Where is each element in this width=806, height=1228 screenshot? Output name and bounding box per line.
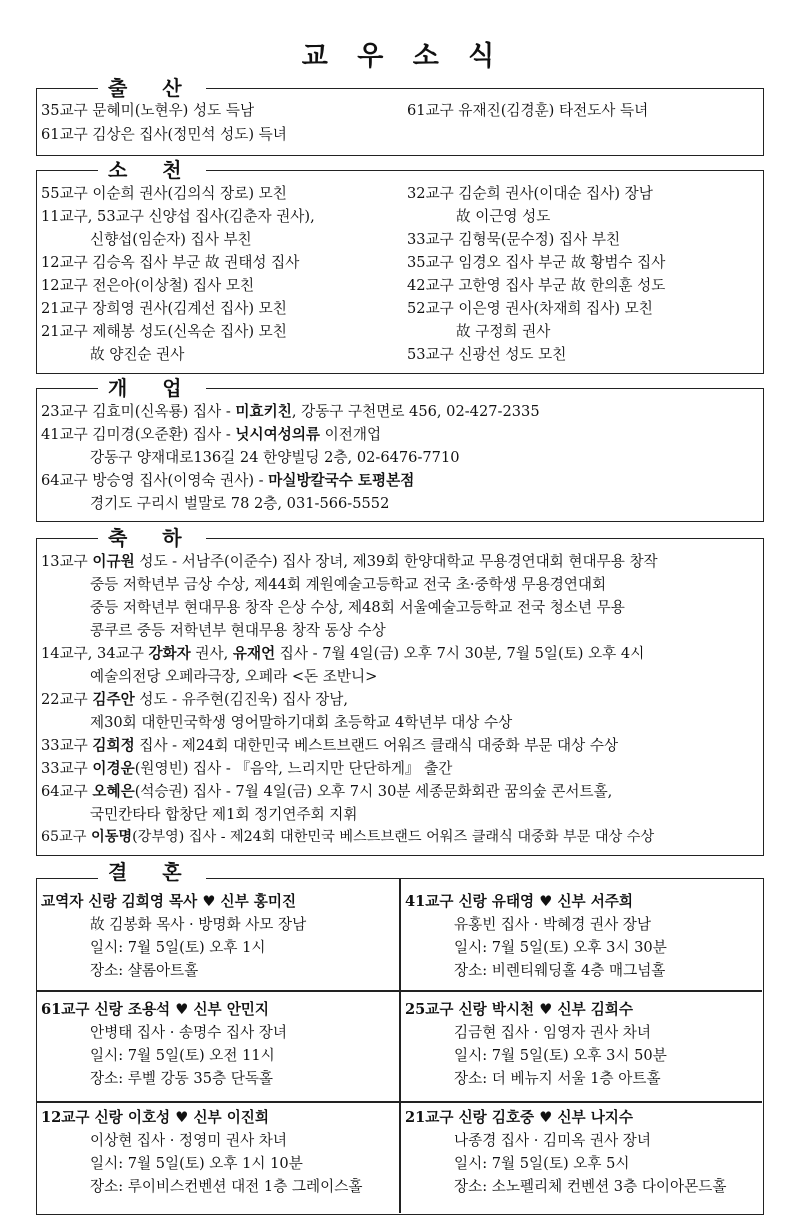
passing-item: 12교구 김승옥 집사 부군 故 권태성 집사: [41, 254, 300, 271]
congrats-item: 13교구 이규원 성도 - 서남주(이준수) 집사 장녀, 제39회 한양대학교 무용경연대회 현대무용 창작: [41, 553, 658, 570]
passing-item: 12교구 전은아(이상철) 집사 모친: [41, 277, 255, 294]
congrats-heading: 축 하: [98, 526, 206, 550]
congrats-item: 33교구 김희정 집사 - 제24회 대한민국 베스트브랜드 어워즈 클래식 대중화 부문 대상 수상: [41, 737, 619, 754]
congrats-item: 64교구 오혜은(석승권) 집사 - 7월 4일(금) 오후 7시 30분 세종문화회관 꿈의숲 콘서트홀,: [41, 783, 613, 800]
birth-item: 61교구 김상은 집사(정민석 성도) 득녀: [41, 126, 287, 143]
wedding-card: 25교구 신랑 박시천 ♥ 신부 김희수 김금현 집사 · 임영자 권사 차녀 일시: 7월 5일(토) 오후 3시 50분 장소: 더 베뉴지 서울 1층 아트홀: [405, 1001, 667, 1087]
opening-item: 41교구 김미경(오준환) 집사 - 닛시여성의류 이전개업: [41, 426, 382, 443]
wedding-card: 12교구 신랑 이호성 ♥ 신부 이진희 이상현 집사 · 정영미 권사 차녀 일시: 7월 5일(토) 오후 1시 10분 장소: 루이비스컨벤션 대전 1층 그레이스홀: [41, 1109, 363, 1195]
passing-item: 53교구 신광선 성도 모친: [407, 346, 567, 363]
birth-section: [36, 76, 764, 158]
heart-icon: ♥: [539, 1109, 553, 1126]
page-title: 교 우 소 식: [301, 41, 505, 72]
congrats-item: 33교구 이경운(원영빈) 집사 - 『음악, 느리지만 단단하게』 출간: [41, 760, 453, 777]
wedding-card: 21교구 신랑 김호중 ♥ 신부 나지수 나종경 집사 · 김미옥 권사 장녀 일시: 7월 5일(토) 오후 5시 장소: 소노펠리체 컨벤션 3층 다이아몬드홀: [405, 1109, 727, 1195]
passing-item: 故 구정희 권사: [456, 323, 551, 340]
heart-icon: ♥: [202, 893, 216, 910]
opening-heading: 개 업: [98, 376, 206, 400]
passing-item: 11교구, 53교구 신양섭 집사(김춘자 권사),: [41, 208, 315, 225]
congrats-item: 제30회 대한민국학생 영어말하기대회 초등학교 4학년부 대상 수상: [90, 714, 513, 731]
passing-item: 33교구 김형묵(문수정) 집사 부친: [407, 231, 621, 248]
heart-icon: ♥: [539, 1001, 553, 1018]
opening-item: 강동구 양재대로136길 24 한양빌딩 2층, 02-6476-7710: [90, 449, 460, 466]
opening-item: 경기도 구리시 벌말로 78 2층, 031-566-5552: [90, 495, 390, 512]
congrats-item: 22교구 김주안 성도 - 유주현(김진욱) 집사 장남,: [41, 691, 349, 708]
passing-item: 35교구 임경오 집사 부군 故 황범수 집사: [407, 254, 666, 271]
congrats-item: 중등 저학년부 금상 수상, 제44회 계원예술고등학교 전국 초·중학생 무용경연대회: [90, 576, 607, 593]
congrats-item: 14교구, 34교구 강화자 권사, 유재언 집사 - 7월 4일(금) 오후 7시 30분, 7월 5일(토) 오후 4시: [41, 645, 645, 662]
congrats-item: 국민칸타타 합창단 제1회 정기연주회 지휘: [90, 806, 358, 823]
passing-item: 신향섭(임순자) 집사 부친: [90, 231, 252, 248]
wedding-card: 교역자 신랑 김희영 목사 ♥ 신부 홍미진 故 김봉화 목사 · 방명화 사모 장남 일시: 7월 5일(토) 오후 1시 장소: 샬롬아트홀: [41, 893, 307, 979]
passing-item: 21교구 장희영 권사(김계선 집사) 모친: [41, 300, 287, 317]
passing-item: 故 이근영 성도: [456, 208, 551, 225]
wedding-heading: 결 혼: [98, 860, 206, 884]
birth-item: 61교구 유재진(김경훈) 타전도사 득녀: [407, 102, 649, 119]
passing-item: 32교구 김순희 권사(이대순 집사) 장남: [407, 185, 653, 202]
passing-item: 55교구 이순희 권사(김의식 장로) 모친: [41, 185, 287, 202]
opening-item: 23교구 김효미(신옥룡) 집사 - 미효키친, 강동구 구천면로 456, 02-427-2335: [41, 403, 540, 420]
wedding-section: [36, 860, 764, 1220]
passing-item: 42교구 고한영 집사 부군 故 한의훈 성도: [407, 277, 666, 294]
birth-heading: 출 산: [98, 76, 206, 100]
wedding-card: 61교구 신랑 조용석 ♥ 신부 안민지 안병태 집사 · 송명수 집사 장녀 일시: 7월 5일(토) 오전 11시 장소: 루벨 강동 35층 단독홀: [41, 1001, 288, 1087]
passing-heading: 소 천: [98, 158, 206, 182]
heart-icon: ♥: [175, 1001, 189, 1018]
passing-section: [36, 158, 764, 376]
passing-item: 52교구 이은영 권사(차재희 집사) 모친: [407, 300, 653, 317]
opening-item: 64교구 방승영 집사(이영숙 권사) - 마실방칼국수 토평본점: [41, 472, 415, 489]
passing-item: 21교구 제해봉 성도(신옥순 집사) 모친: [41, 323, 287, 340]
congrats-item: 예술의전당 오페라극장, 오페라 <돈 조반니>: [90, 668, 378, 685]
wedding-card: 41교구 신랑 유태영 ♥ 신부 서주희 유홍빈 집사 · 박혜경 권사 장남 일시: 7월 5일(토) 오후 3시 30분 장소: 비렌티웨딩홀 4층 매그넘홀: [405, 893, 667, 979]
birth-item: 35교구 문혜미(노현우) 성도 득남: [41, 102, 255, 119]
passing-item: 故 양진순 권사: [90, 346, 185, 363]
opening-section: [36, 376, 764, 524]
heart-icon: ♥: [539, 893, 553, 910]
congrats-section: [36, 526, 764, 858]
congrats-item: 중등 저학년부 현대무용 창작 은상 수상, 제48회 서울예술고등학교 전국 청소년 무용: [90, 599, 625, 616]
congrats-item: 콩쿠르 중등 저학년부 현대무용 창작 동상 수상: [90, 622, 386, 639]
heart-icon: ♥: [175, 1109, 189, 1126]
congrats-item: 65교구 이동명(강부영) 집사 - 제24회 대한민국 베스트브랜드 어워즈 클래식 대중화 부문 대상 수상: [41, 829, 655, 845]
